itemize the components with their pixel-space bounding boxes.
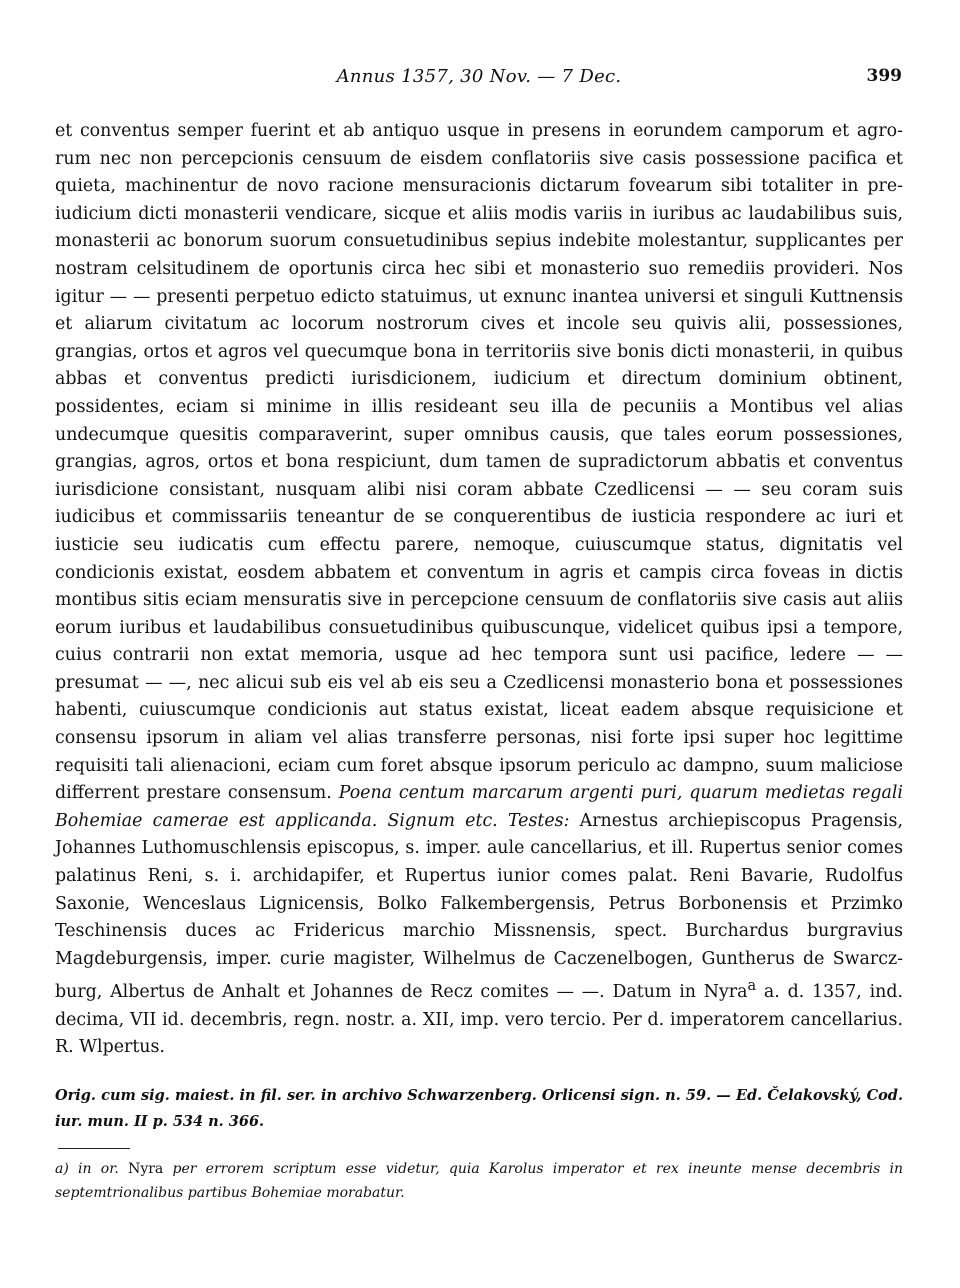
paragraph-text: et conventus semper fuerint et ab antiquo usque in presens in eorundem camporum et agrorum nec non percepcionis censuum de eisdem conflatoriis sive casis possessione pacifica et quieta, machinentur de novo racione mensuracionis dictarum fovearum sibi totaliter in preiudicium dicti monasterii vendicare, sicque et aliis modis variis in iuribus ac laudabilibus suis, monasterii ac bonorum suorum consuetudinibus sepius indebite molestantur, supplicantes per nostram celsitudinem de oportunis circa hec sibi et monasterio suo remediis provideri. Nos igitur — — presenti perpetuo edicto statuimus, ut exnunc inantea universi et singuli Kuttnensis et aliarum civitatum ac locorum nostrorum cives et incole seu quivis alii, possessiones, grangias, ortos et agros vel quecumque bona in territoriis sive bonis dicti monasterii, in quibus abbas et conventus predicti iurisdicionem, iudicium et directum dominium obtinent, possidentes, eciam si minime in illis resideant seu illa de pecuniis a Montibus vel alias undecumque quesitis comparaverint, super omnibus causis, que tales eorum possessiones, grangias, agros, ortos et bona respiciunt, dum tamen de supradictorum abbatis et conventus iurisdicione consistant, nusquam alibi nisi coram abbate Czedlicensi — — seu coram suis iudicibus et commissariis teneantur de se conquerentibus de iusticia respondere ac iuri et iusticie seu iudicatis cum effectu parere, nemoque, cuiuscumque status, dignitatis vel condicionis existat, eosdem abbatem et conventum in agris et campis circa foveas in dictis montibus sitis eciam mensuratis sive in percepcione censuum de conflatoriis sive casis aut aliis eorum iuribus et laudabilibus consuetudinibus quibuscunque, videlicet quibus ipsi a tempore, cuius contrarii non extat memoria, usque ad hec tempora sunt usi pacifice, ledere — — presumat — —, nec alicui sub eis vel ab eis seu a Czedlicensi monasterio bona et possessiones habenti, cuiuscumque condicionis aut status existat, liceat eadem absque requisicione et consensu ipsorum in aliam vel alias transferre personas, nisi forte ipsi super hoc legittime requisiti tali alienacioni, eciam cum foret absque ipsorum periculo ac dampno, suum maliciose differrent prestare consensum. [55,121,903,804]
page-number: 399 [866,66,902,86]
footnote-label: a) in or. [55,1161,119,1177]
dating-clause-text: a. d. 1357, ind. decima, VII id. decembris, regn. nostr. a. XII, imp. vero tercio. Per d. imperatorem cancellarius. R. Wlpertus. [55,982,903,1058]
italic-editorial-text: Poena centum marcarum argenti puri, quarum medietas regali Bohemiae camerae est applicanda. Signum etc. Testes: [55,783,903,831]
footnote [55,1157,903,1205]
running-title: Annus 1357, 30 Nov. — 7 Dec. [336,66,622,87]
footnote-text: per errorem scriptum esse videtur, quia Karolus imperator et rex ineunte mense decembris in septemtrionalibus partibus Bohemiae morabatur. [55,1161,903,1201]
footnote-marker: a [747,978,757,995]
main-paragraph [55,118,903,1062]
running-header [56,66,902,92]
footnote-divider [58,1148,130,1149]
footnote-word: Nyra [128,1161,164,1177]
witness-list-text: Arnestus archiepiscopus Pragensis, Johannes Luthomuschlensis episcopus, s. imper. aule cancellarius, et ill. Rupertus senior comes palatinus Reni, s. i. archidapifer, et Rupertus iunior comes palat. Reni Bavarie, Rudolfus Saxonie, Wenceslaus Lignicensis, Bolko Falkembergensis, Petrus Borbonensis et Przimko Teschinensis duces ac Fridericus marchio Missnensis, spect. Burchardus burgravius Magdeburgensis, imper. curie magister, Wilhelmus de Caczenelbogen, Guntherus de Swarczburg, Albertus de Anhalt et Johannes de Recz comites — —. Datum in Nyra [55,810,903,1003]
source-note: Orig. cum sig. maiest. in fil. ser. in archivo Schwarzenberg. Orlicensi sign. n. 59. — Ed. Čelakovský, Cod. iur. mun. II p. 534 n. 366. [55,1087,903,1130]
